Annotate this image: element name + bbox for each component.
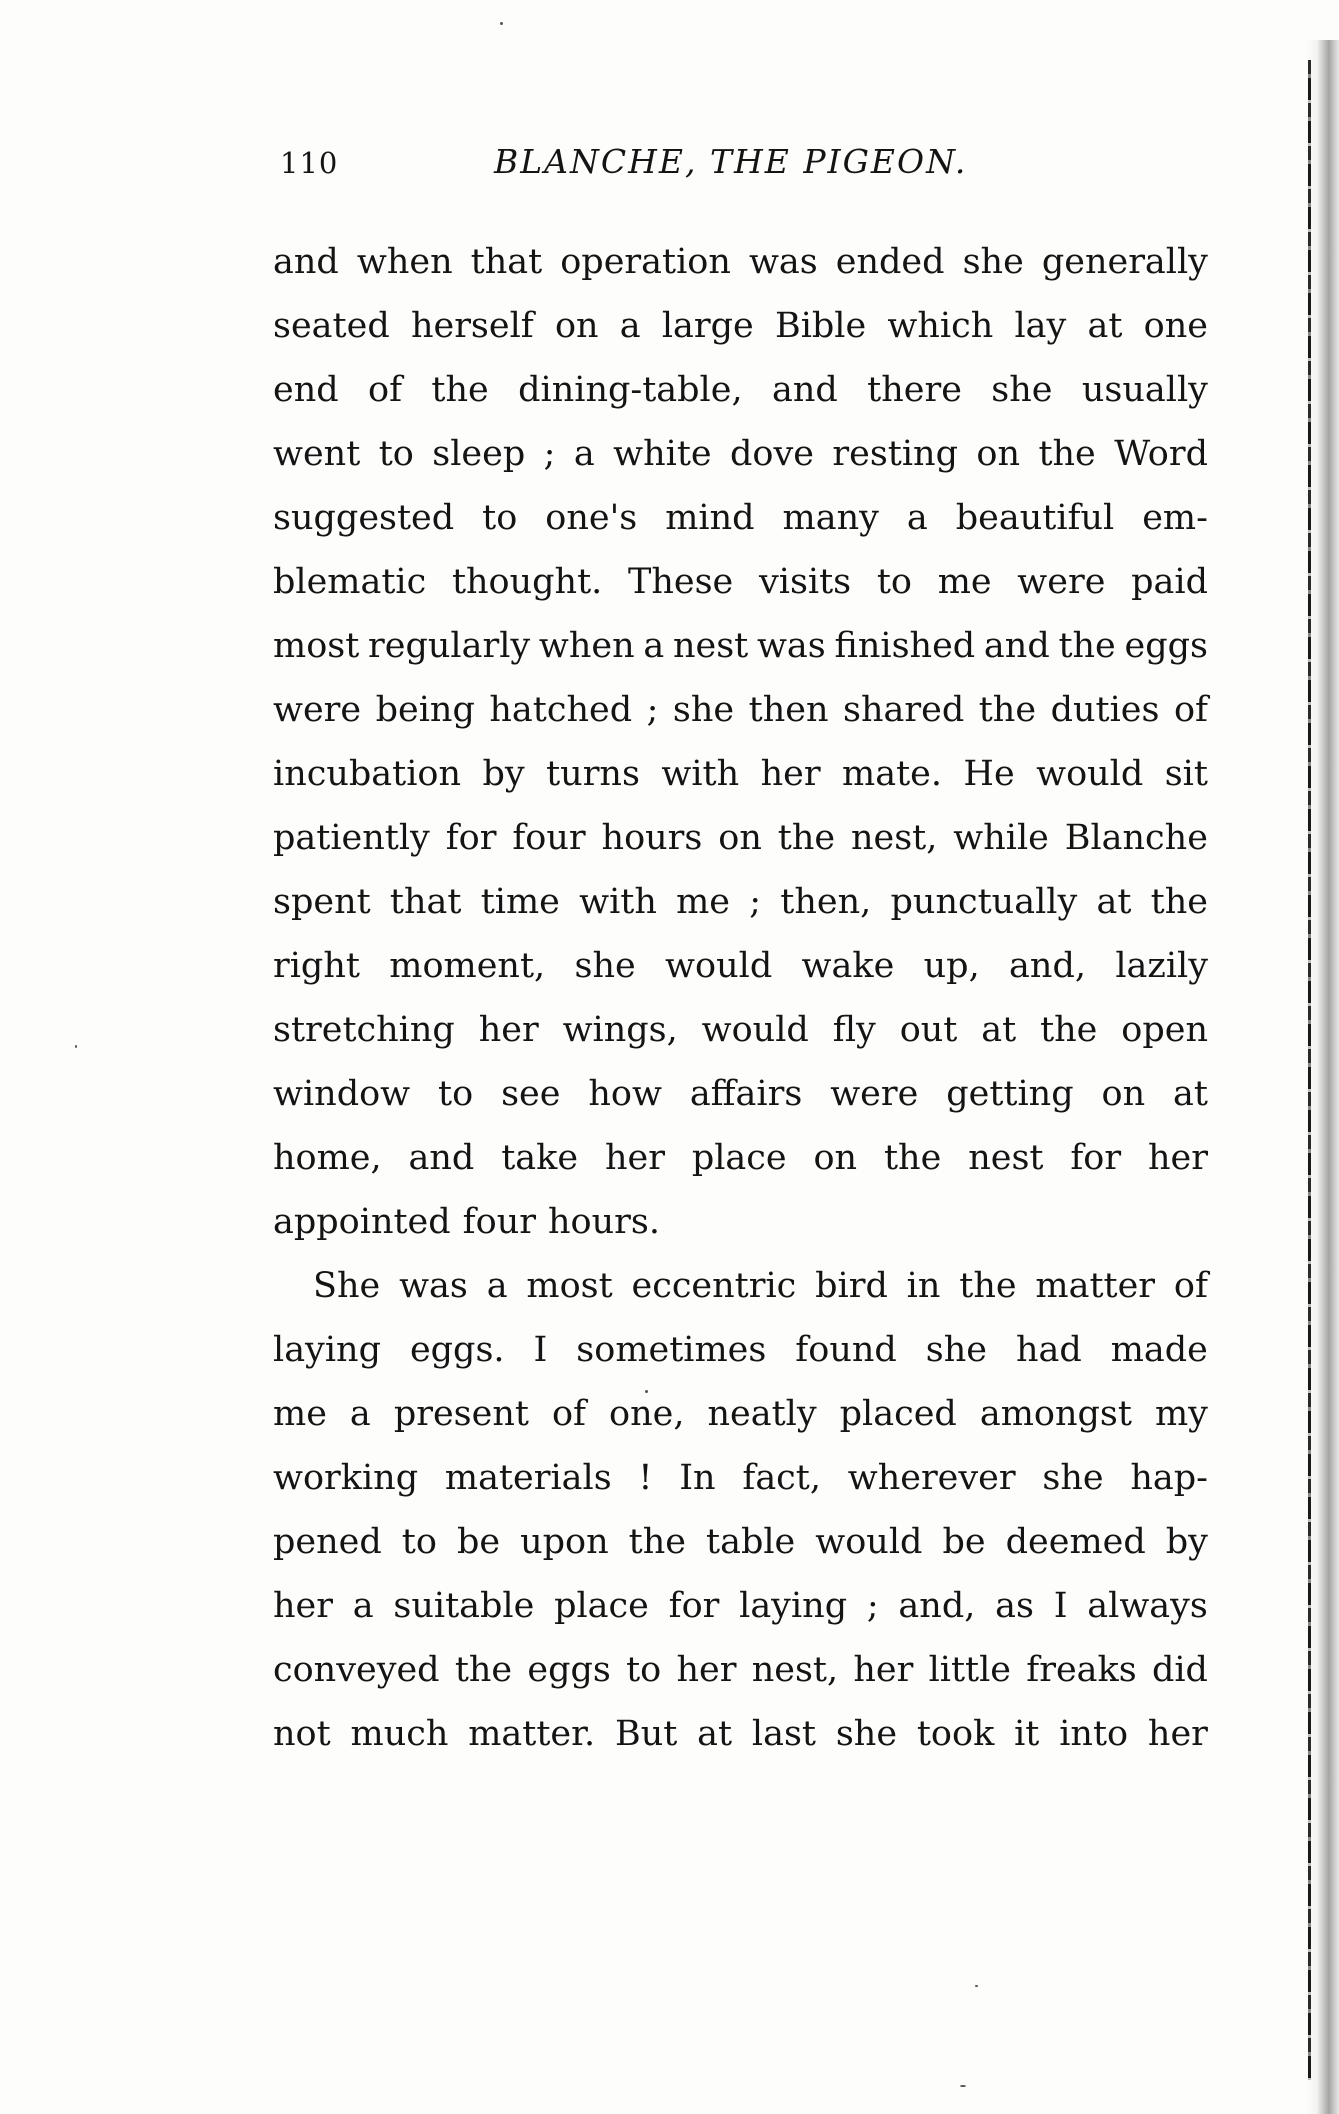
word: eggs. (409, 1330, 505, 1370)
text-line (273, 1510, 1208, 1574)
text-line (273, 1318, 1208, 1382)
word: most (526, 1266, 613, 1306)
word: dove (730, 434, 814, 474)
word: at (1087, 306, 1123, 346)
text-line (273, 806, 1208, 870)
word: not (273, 1714, 331, 1754)
word: He (963, 754, 1015, 794)
word: the (454, 1650, 513, 1690)
word: had (1015, 1330, 1082, 1370)
word: to (378, 434, 414, 474)
word: out (899, 1010, 958, 1050)
word: dining-table, (518, 370, 743, 410)
word: her (676, 1650, 737, 1690)
word: fact, (742, 1458, 821, 1498)
word: and, (898, 1586, 976, 1626)
word: did (1151, 1650, 1208, 1690)
running-title: BLANCHE, THE PIGEON. (494, 142, 968, 181)
word: last (751, 1714, 816, 1754)
word: lay (1014, 306, 1067, 346)
word: being (375, 690, 475, 730)
word: a (349, 1394, 371, 1434)
word: her (1147, 1714, 1208, 1754)
word: most (273, 626, 360, 666)
word: wake (801, 946, 895, 986)
word: into (1059, 1714, 1129, 1754)
word: and (983, 626, 1050, 666)
running-header (272, 138, 1232, 188)
word: of (551, 1394, 586, 1434)
text-line (273, 1254, 1208, 1318)
word: the (1058, 626, 1116, 666)
word: when (356, 242, 453, 282)
text-line (273, 1190, 1208, 1254)
body-text (273, 230, 1208, 1766)
word: But (614, 1714, 678, 1754)
word: of (1173, 1266, 1208, 1306)
word: place (554, 1586, 649, 1626)
word: upon (520, 1522, 609, 1562)
word: up, (923, 946, 980, 986)
word: and (408, 1138, 475, 1178)
text-line (273, 1126, 1208, 1190)
word: for (445, 818, 497, 858)
word: at (981, 1010, 1017, 1050)
word: that (470, 242, 543, 282)
word: she (991, 370, 1053, 410)
word: at (697, 1714, 733, 1754)
text-line (273, 614, 1208, 678)
word: stretching (273, 1010, 455, 1050)
word: paid (1131, 562, 1208, 602)
word: she (1042, 1458, 1104, 1498)
word: mate. (842, 754, 942, 794)
word: time (480, 882, 560, 922)
word: moment, (389, 946, 546, 986)
word: the (959, 1266, 1017, 1306)
word: right (273, 946, 360, 986)
word: home, (273, 1138, 382, 1178)
word: In (679, 1458, 716, 1498)
word: that (389, 882, 462, 922)
word: hatched (489, 690, 633, 730)
word: laying (739, 1586, 848, 1626)
word: always (1087, 1586, 1208, 1626)
word: nest, (850, 818, 938, 858)
word: four (512, 818, 586, 858)
word: then (748, 690, 829, 730)
text-line (273, 294, 1208, 358)
word: the (1150, 882, 1208, 922)
paper-speck (500, 22, 503, 25)
word: me (937, 562, 992, 602)
word: wherever (847, 1458, 1016, 1498)
word: place (691, 1138, 787, 1178)
word: little (928, 1650, 1012, 1690)
word: the (1040, 1010, 1098, 1050)
word: spent (273, 882, 371, 922)
text-line (273, 870, 1208, 934)
text-line (273, 1062, 1208, 1126)
word: ; (866, 1586, 879, 1626)
word: her (1147, 1138, 1208, 1178)
word: freaks (1026, 1650, 1137, 1690)
word: working (273, 1458, 419, 1498)
word: ; (749, 882, 762, 922)
word: thought. (451, 562, 603, 602)
word: amongst (979, 1394, 1132, 1434)
word: how (588, 1074, 662, 1114)
word: it (1014, 1714, 1040, 1754)
text-line (273, 934, 1208, 998)
word: of (368, 370, 403, 410)
word: conveyed (273, 1650, 440, 1690)
word: for (668, 1586, 720, 1626)
word: were (1017, 562, 1106, 602)
text-line (273, 358, 1208, 422)
word: went (273, 434, 361, 474)
word: the (777, 818, 836, 858)
word: mind (665, 498, 755, 538)
word: one (1143, 306, 1208, 346)
word: shared (843, 690, 965, 730)
text-line (273, 1382, 1208, 1446)
word: I (1053, 1586, 1068, 1626)
word: hap- (1130, 1458, 1208, 1498)
word: sit (1164, 754, 1208, 794)
word: to (876, 562, 912, 602)
word: to (401, 1522, 437, 1562)
word: deemed (1005, 1522, 1146, 1562)
word: to (626, 1650, 662, 1690)
word: eggs (1124, 626, 1208, 666)
paper-speck (960, 2085, 966, 2087)
word: generally (1041, 242, 1208, 282)
word: my (1154, 1394, 1208, 1434)
text-line (273, 1574, 1208, 1638)
word: and, (1009, 946, 1086, 986)
word: by (1165, 1522, 1208, 1562)
word: visits (758, 562, 852, 602)
word: nest, (751, 1650, 839, 1690)
word: found (795, 1330, 897, 1370)
word: a (573, 434, 595, 474)
word: the (431, 370, 489, 410)
word: a (619, 306, 641, 346)
text-line (273, 230, 1208, 294)
word: operation (560, 242, 731, 282)
word: one's (545, 498, 638, 538)
word: large (661, 306, 754, 346)
text-line (273, 1446, 1208, 1510)
word: was (399, 1266, 468, 1306)
word: were (830, 1074, 919, 1114)
word: would (665, 946, 773, 986)
word: on (554, 306, 599, 346)
word: were (273, 690, 362, 730)
word: the (978, 690, 1037, 730)
word: would (701, 1010, 809, 1050)
word: a (486, 1266, 508, 1306)
word: hours (601, 818, 703, 858)
word: her (273, 1586, 333, 1626)
word: Bible (774, 306, 867, 346)
word: the (883, 1138, 942, 1178)
word: was (756, 626, 826, 666)
word: ! (638, 1458, 653, 1498)
word: took (916, 1714, 995, 1754)
word: patiently (273, 818, 430, 858)
word: ; (646, 690, 659, 730)
word: to (438, 1074, 474, 1114)
paper-speck (75, 1045, 77, 1048)
word: present (393, 1394, 529, 1434)
word: sometimes (576, 1330, 767, 1370)
binding-edge-line (1308, 60, 1311, 2080)
word: be (942, 1522, 986, 1562)
word: would (815, 1522, 923, 1562)
word: at (1096, 882, 1132, 922)
word: end (273, 370, 339, 410)
word: was (748, 242, 818, 282)
word: take (501, 1138, 579, 1178)
paper-speck (975, 1985, 978, 1987)
word: nest (672, 626, 749, 666)
word: to (482, 498, 518, 538)
word: on (813, 1138, 858, 1178)
word: with (579, 882, 657, 922)
word: eccentric (631, 1266, 797, 1306)
word: and (273, 242, 339, 282)
word: resting (832, 434, 959, 474)
word: blematic (273, 562, 427, 602)
word: appointed (273, 1202, 451, 1242)
word: there (867, 370, 962, 410)
word: suggested (273, 498, 455, 538)
word: one, (609, 1394, 685, 1434)
word: the (628, 1522, 686, 1562)
text-line (273, 422, 1208, 486)
word: incubation (273, 754, 462, 794)
word: by (482, 754, 525, 794)
word: table (706, 1522, 796, 1562)
word: as (995, 1586, 1034, 1626)
word: then, (780, 882, 872, 922)
word: getting (946, 1074, 1074, 1114)
word: she (925, 1330, 987, 1370)
text-line (273, 550, 1208, 614)
word: on (718, 818, 762, 858)
word: I (533, 1330, 548, 1370)
word: open (1121, 1010, 1208, 1050)
word: She (313, 1266, 381, 1306)
word: she (574, 946, 636, 986)
word: while (953, 818, 1049, 858)
text-line (273, 486, 1208, 550)
word: herself (410, 306, 534, 346)
word: with (661, 754, 740, 794)
word: matter. (468, 1714, 596, 1754)
word: Word (1114, 434, 1208, 474)
word: her (478, 1010, 539, 1050)
word: made (1110, 1330, 1208, 1370)
word: wings, (562, 1010, 678, 1050)
word: a (643, 626, 665, 666)
word: white (613, 434, 712, 474)
page-number: 110 (280, 146, 339, 180)
word: on (976, 434, 1021, 474)
word: beautiful (955, 498, 1115, 538)
word: pened (273, 1522, 382, 1562)
word: hours. (547, 1202, 660, 1242)
word: four (462, 1202, 536, 1242)
word: seated (273, 306, 390, 346)
word: placed (839, 1394, 957, 1434)
word: usually (1081, 370, 1208, 410)
word: window (273, 1074, 411, 1114)
word: fly (832, 1010, 876, 1050)
word: which (887, 306, 994, 346)
word: nest (968, 1138, 1044, 1178)
word: the (1038, 434, 1096, 474)
word: eggs (527, 1650, 611, 1690)
word: many (782, 498, 879, 538)
word: affairs (689, 1074, 803, 1114)
word: duties (1050, 690, 1160, 730)
word: she (672, 690, 735, 730)
word: lazily (1115, 946, 1208, 986)
word: me (676, 882, 731, 922)
word: of (1173, 690, 1208, 730)
word: her (853, 1650, 914, 1690)
word: ended (835, 242, 945, 282)
word: much (350, 1714, 449, 1754)
word: me (273, 1394, 327, 1434)
word: and (771, 370, 838, 410)
text-line (273, 678, 1208, 742)
word: turns (546, 754, 640, 794)
word: materials (444, 1458, 612, 1498)
text-line (273, 1702, 1208, 1766)
word: sleep (432, 434, 526, 474)
word: when (538, 626, 635, 666)
word: a (352, 1586, 374, 1626)
word: at (1173, 1074, 1208, 1114)
word: her (604, 1138, 665, 1178)
text-line (273, 1638, 1208, 1702)
word: These (628, 562, 734, 602)
word: for (1070, 1138, 1122, 1178)
word: in (906, 1266, 941, 1306)
word: her (760, 754, 821, 794)
word: laying (273, 1330, 381, 1370)
word: on (1101, 1074, 1146, 1114)
word: see (501, 1074, 561, 1114)
word: suitable (393, 1586, 535, 1626)
word: ; (543, 434, 556, 474)
word: neatly (707, 1394, 817, 1434)
word: punctually (890, 882, 1078, 922)
word: bird (815, 1266, 888, 1306)
word: finished (834, 626, 976, 666)
text-line (273, 998, 1208, 1062)
word: matter (1035, 1266, 1156, 1306)
word: a (906, 498, 928, 538)
word: em- (1142, 498, 1208, 538)
word: would (1036, 754, 1144, 794)
text-line (273, 742, 1208, 806)
word: be (456, 1522, 501, 1562)
word: Blanche (1064, 818, 1208, 858)
word: regularly (368, 626, 531, 666)
word: she (962, 242, 1024, 282)
word: she (835, 1714, 898, 1754)
